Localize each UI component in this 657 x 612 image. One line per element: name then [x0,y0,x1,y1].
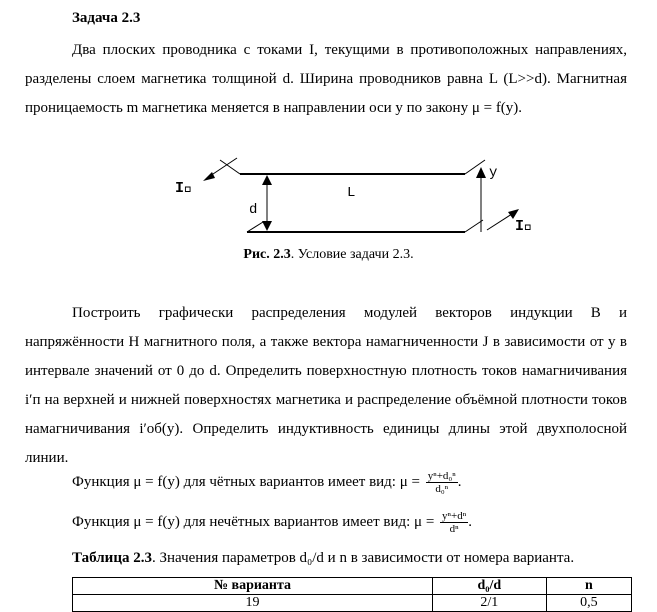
function-odd-tail: . [468,513,472,530]
table-caption-text: . Значения параметров d₀/d и n в зависимости от номера варианта. [151,550,575,566]
function-odd-denominator: dⁿ [449,523,459,535]
function-even-numerator: yⁿ+d₀ⁿ [427,470,456,482]
table-header-row [73,578,632,595]
header-variant: № варианта [73,578,433,595]
header-d0-d: d₀/d [433,578,547,595]
cell-n: 0,5 [546,595,631,612]
function-odd-text: Функция μ = f(y) для нечётных вариантов имеет вид: μ = [72,513,435,530]
label-current-left: I⃗ [175,180,194,197]
table-row [73,595,632,612]
function-even [72,470,461,495]
variants-table [72,577,632,612]
task-paragraph-1 [25,36,627,123]
d-arrowhead-top [262,175,272,185]
paragraph-2-text: Построить графически распределения модулей векторов индукции B и напряжённости H магнитного поля, а также вектора намагниченности J в зависимости от y в интервале значений от 0 до d. Определить поверхностную плотность токов намагничивания i′п на верхней и нижней поверхностях магнетика и распределение объёмной плотности токов намагничивания i′об(y). Определить индуктивность единицы длины этой двухполосной линии. [25,305,627,466]
function-even-text: Функция μ = f(y) для чётных вариантов имеет вид: μ = [72,473,420,490]
label-d: d [249,202,258,218]
function-odd [72,510,472,535]
label-current-right: I⃗ [515,218,534,235]
label-L: L [347,185,356,201]
table-caption [72,550,574,567]
function-even-fraction [426,470,458,495]
bottom-conductor-edge-right [465,220,483,232]
figure-caption [0,247,657,263]
cell-d0-d: 2/1 [433,595,547,612]
function-odd-numerator: yⁿ+dⁿ [442,510,467,522]
y-axis-arrowhead [476,167,486,178]
header-n: n [546,578,631,595]
label-y: y [489,165,498,181]
d-arrowhead-bottom [262,221,272,231]
task-title: Задача 2.3 [72,10,141,26]
function-odd-fraction [440,510,468,535]
task-paragraph-2 [25,299,627,473]
function-even-denominator: d₀ⁿ [435,483,449,495]
paragraph-1-text: Два плоских проводника с токами I, текущими в противоположных направлениях, разделены слоем магнетика толщиной d. Ширина проводников равна L (L>>d). Магнитная проницаемость m магнетика меняется в направлении оси y по закону μ = f(y). [25,42,627,116]
function-even-tail: . [457,473,462,490]
figure-diagram [165,150,545,242]
cell-variant: 19 [73,595,433,612]
table-caption-bold: Таблица 2.3 [72,550,152,566]
caption-text: . Условие задачи 2.3. [290,247,414,262]
bottom-conductor-edge-left [247,222,263,232]
caption-bold: Рис. 2.3 [243,247,291,262]
